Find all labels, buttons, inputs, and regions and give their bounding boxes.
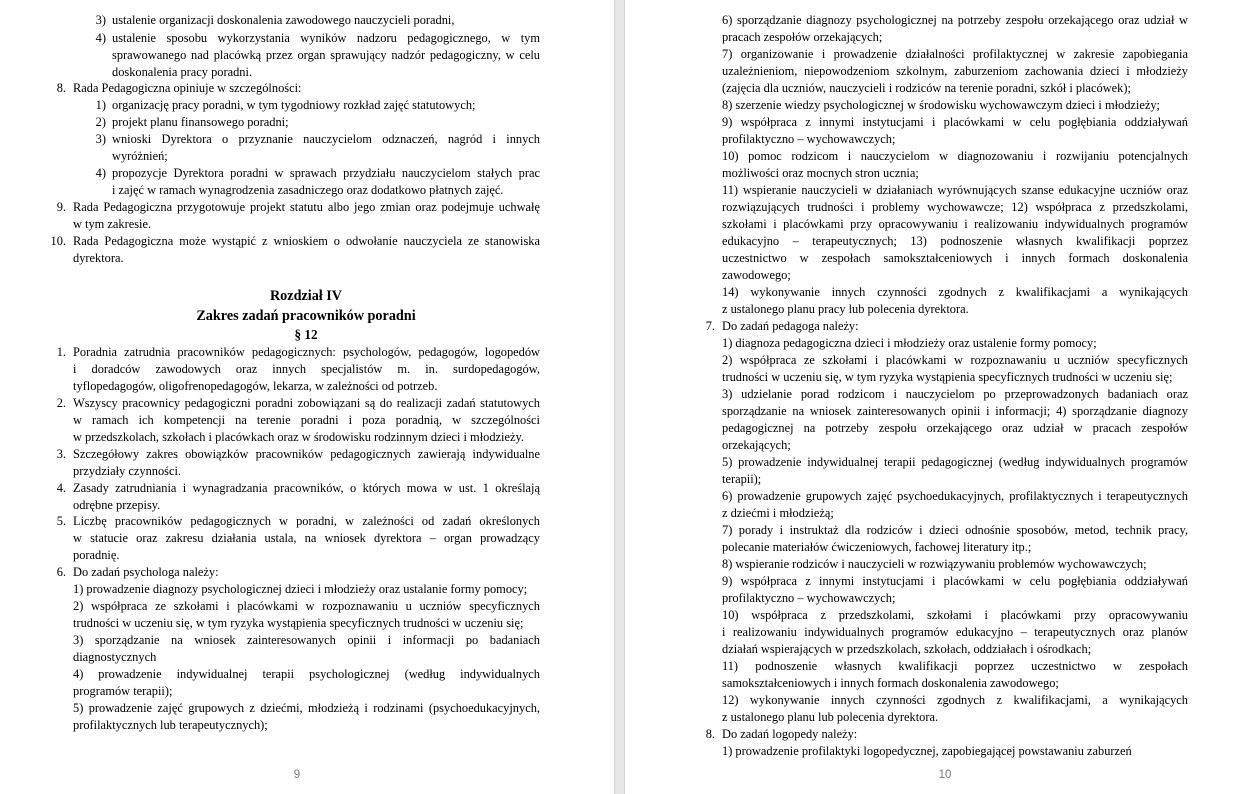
text-line: poradnię.	[73, 548, 120, 562]
text-line: diagnostycznych	[73, 650, 157, 664]
text-line: 1) diagnoza pedagogiczna dzieci i młodzieży oraz ustalenie formy pomocy;	[722, 336, 1097, 350]
list-number: 6.	[56, 565, 66, 579]
text-line: ustalenie organizacji doskonalenia zawodowego nauczycieli poradni,	[112, 13, 455, 27]
list-number: 8.	[705, 727, 715, 741]
text-line: 3) udzielanie porad rodzicom i nauczycielom po przeprowadzonych badaniach oraz	[722, 387, 1188, 401]
chapter-title: Rozdział IV	[269, 288, 343, 304]
text-line: Zasady zatrudniania i wynagradzania pracowników, o których mowa w ust. 1 określają	[73, 481, 540, 495]
text-line: projekt planu finansowego poradni;	[112, 115, 289, 129]
text-line: 6) sporządzanie diagnozy psychologicznej na potrzeby zespołu orzekającego oraz udział w	[722, 13, 1188, 27]
text-line: 4) prowadzenie indywidualnej terapii psychologicznej (według indywidualnych	[73, 667, 540, 681]
text-line: 11) podnoszenie własnych kwalifikacji poprzez uczestnictwo w zespołach	[722, 659, 1188, 673]
text-line: 7) porady i instruktaż dla rodziców i dzieci odnośnie sposobów, metod, technik pracy,	[722, 523, 1188, 537]
list-number: 8.	[56, 81, 66, 95]
list-number: 3.	[56, 447, 66, 461]
text-line: ustalenie sposobu wykorzystania wyników nadzoru pedagogicznego, w tym	[112, 31, 540, 45]
document-page-10	[625, 0, 1244, 794]
text-line: 14) wykonywanie innych czynności zgodnych z kwalifikacjami a wynikających	[722, 285, 1188, 299]
text-line: Do zadań logopedy należy:	[722, 727, 858, 741]
text-line: 12) wykonywanie innych czynności zgodnych z kwalifikacjami, a wynikających	[722, 693, 1188, 707]
text-line: dyrektora.	[73, 251, 124, 265]
list-number: 7.	[705, 319, 715, 333]
document-page-9	[0, 0, 614, 794]
text-line: Rada Pedagogiczna przygotowuje projekt statutu albo jego zmian oraz podejmuje uchwałę	[73, 200, 540, 214]
text-line: profilaktycznych lub terapeutycznych);	[73, 718, 268, 732]
text-line: polecanie materiałów ćwiczeniowych, fachowej literatury itp.;	[722, 540, 1032, 554]
text-line: odrębne przepisy.	[73, 498, 161, 512]
text-line: w statucie oraz zakresu działania ustala, na wniosek dyrektora – organ prowadzący	[73, 531, 540, 545]
text-line: w tym zakresie.	[73, 217, 152, 231]
text-line: tyflopedagogów, oligofrenopedagogów, lekarza, w zależności od potrzeb.	[73, 379, 438, 393]
text-line: sporządzanie na wniosek zainteresowanych opinii i informacji; 4) sporządzanie diagnozy	[722, 404, 1188, 418]
list-number: 5.	[56, 514, 66, 528]
text-line: 7) organizowanie i prowadzenie działalności profilaktycznej w zakresie zapobiegania	[722, 47, 1188, 61]
text-line: Szczegółowy zakres obowiązków pracowników pedagogicznych zawierają indywidualne	[73, 447, 540, 461]
chapter-subtitle: Zakres zadań pracowników poradni	[196, 308, 416, 324]
text-line: terapii);	[722, 472, 762, 486]
text-line: 8) szerzenie wiedzy psychologicznej w środowisku wychowawczym dzieci i młodzieży;	[722, 98, 1160, 112]
text-line: Do zadań psychologa należy:	[73, 565, 219, 579]
text-line: edukacyjno – terapeutycznych; 13) podnoszenie własnych kwalifikacji poprzez	[722, 234, 1188, 248]
text-line: możliwości oraz mocnych stron ucznia;	[722, 166, 919, 180]
text-line: Do zadań pedagoga należy:	[722, 319, 859, 333]
text-line: i realizowaniu indywidualnych programów edukacyjno – terapeutycznych oraz planów	[722, 625, 1188, 639]
text-line: doskonalenia pracy poradni.	[112, 65, 253, 79]
text-line: 5) prowadzenie zajęć grupowych z dziećmi, młodzieżą i rodzinami (psychoedukacyjnych,	[73, 701, 540, 715]
section-sign: § 12	[294, 327, 318, 342]
text-line: w przedszkolach, szkołach i placówkach oraz w środowisku rodzinnym dzieci i młodzieży.	[73, 430, 524, 444]
text-line: z dziećmi i młodzieżą;	[722, 506, 834, 520]
text-line: pedagogicznej na potrzeby zespołu orzekającego oraz udział w pracach zespołów	[722, 421, 1188, 435]
text-line: 5) prowadzenie indywidualnej terapii pedagogicznej (według indywidualnych programów	[722, 455, 1188, 469]
text-line: 3) sporządzanie na wniosek zainteresowanych opinii i informacji po badaniach	[73, 633, 540, 647]
page-gutter	[614, 0, 625, 794]
page-number: 10	[938, 769, 952, 781]
text-line: profilaktyczno – wychowawczych;	[722, 132, 896, 146]
text-line: orzekających;	[722, 438, 791, 452]
list-number: 3)	[95, 132, 106, 146]
text-line: 2) współpraca ze szkołami i placówkami w rozpoznawaniu u uczniów specyficznych	[722, 353, 1188, 367]
text-line: 1) prowadzenie diagnozy psychologicznej dzieci i młodzieży oraz ustalanie formy pomocy;	[73, 582, 528, 596]
text-line: działań wspierających w przedszkolach, szkołach, oddziałach i ośrodkach;	[722, 642, 1092, 656]
text-line: profilaktyczno – wychowawczych;	[722, 591, 896, 605]
text-line: rozwiązujących trudności i problemy wychowawcze; 12) współpraca z przedszkolami,	[722, 200, 1188, 214]
list-number: 2)	[95, 115, 106, 129]
text-line: sprawowanego nad placówką przez organ sprawujący nadzór pedagogiczny, w celu	[112, 48, 540, 62]
text-line: programów terapii);	[73, 684, 173, 698]
text-line: z ustalonego planu pracy lub polecenia dyrektora.	[722, 302, 969, 316]
text-line: propozycje Dyrektora poradni w sprawach przydziału nauczycielom stałych prac	[112, 166, 540, 180]
text-line: z ustalonego planu lub polecenia dyrektora.	[722, 710, 939, 724]
text-line: i doradców zawodowych oraz innych specjalistów m. in. surdopedagogów,	[73, 362, 540, 376]
text-line: Liczbę pracowników pedagogicznych w poradni, w zależności od zadań określonych	[73, 514, 540, 528]
text-line: 1) prowadzenie profilaktyki logopedycznej, zapobiegającej powstawaniu zaburzeń	[722, 744, 1132, 758]
text-line: 10) współpraca z przedszkolami, szkołami i placówkami przy opracowywaniu	[722, 608, 1188, 622]
text-line: wnioski Dyrektora o przyznanie nauczycielom odznaczeń, nagród i innych	[112, 132, 540, 146]
text-line: zawodowego;	[722, 268, 791, 282]
text-line: wyróżnień;	[112, 149, 168, 163]
text-line: trudności w uczeniu się, w tym ryzyka wystąpienia specyficznych trudności w uczeniu się;	[722, 370, 1173, 384]
text-line: 8) wspieranie rodziców i nauczycieli w rozwiązywaniu problemów wychowawczych;	[722, 557, 1147, 571]
list-number: 10.	[50, 234, 66, 248]
text-line: pracach zespołów orzekających;	[722, 30, 883, 44]
text-line: samokształceniowych i innych formach doskonalenia zawodowego;	[722, 676, 1059, 690]
text-line: szkołami i placówkami przy opracowywaniu i realizowaniu indywidualnych programów	[722, 217, 1188, 231]
text-line: Poradnia zatrudnia pracowników pedagogicznych: psychologów, pedagogów, logopedów	[73, 345, 540, 359]
text-line: w ramach ich kompetencji na terenie poradni i poza poradnią, w szczególności	[73, 413, 540, 427]
text-line: Rada Pedagogiczna może wystąpić z wnioskiem o odwołanie nauczyciela ze stanowiska	[73, 234, 540, 248]
text-line: 11) wspieranie nauczycieli w działaniach wyrównujących szanse edukacyjne uczniów oraz	[722, 183, 1188, 197]
list-number: 4)	[95, 31, 106, 45]
text-line: przydziały czynności.	[73, 464, 182, 478]
list-number: 2.	[56, 396, 66, 410]
list-number: 9.	[56, 200, 66, 214]
list-number: 1)	[95, 98, 106, 112]
text-line: 6) prowadzenie grupowych zajęć psychoedukacyjnych, profilaktycznych i terapeutycznych	[722, 489, 1188, 503]
list-number: 4)	[95, 166, 106, 180]
list-number: 3)	[95, 13, 106, 27]
text-line: uczestnictwo w zespołach samokształceniowych i innych formach doskonalenia	[722, 251, 1188, 265]
page-number: 9	[293, 769, 301, 781]
text-line: i zajęć w ramach wynagrodzenia zasadniczego oraz dodatkowo płatnych zajęć.	[112, 183, 504, 197]
text-line: trudności w uczeniu się, w tym ryzyka wystąpienia specyficznych trudności w uczeniu się;	[73, 616, 524, 630]
text-line: 9) współpraca z innymi instytucjami i placówkami w celu pogłębiania oddziaływań	[722, 574, 1188, 588]
list-number: 4.	[56, 481, 66, 495]
text-line: Wszyscy pracownicy pedagogiczni poradni zobowiązani są do realizacji zadań statutowych	[73, 396, 540, 410]
text-line: uzależnieniom, niepowodzeniom szkolnym, zaburzeniom zachowania dzieci i młodzieży	[722, 64, 1188, 78]
text-line: 2) współpraca ze szkołami i placówkami w rozpoznawaniu u uczniów specyficznych	[73, 599, 540, 613]
text-line: Rada Pedagogiczna opiniuje w szczególności:	[73, 81, 302, 95]
list-number: 1.	[56, 345, 66, 359]
text-line: organizację pracy poradni, w tym tygodniowy rozkład zajęć statutowych;	[112, 98, 476, 112]
text-line: 9) współpraca z innymi instytucjami i placówkami w celu pogłębiania oddziaływań	[722, 115, 1188, 129]
text-line: 10) pomoc rodzicom i nauczycielom w diagnozowaniu i rozwijaniu potencjalnych	[722, 149, 1188, 163]
text-line: (zajęcia dla uczniów, nauczycieli i rodziców na terenie poradni, szkół i placówek);	[722, 81, 1131, 95]
